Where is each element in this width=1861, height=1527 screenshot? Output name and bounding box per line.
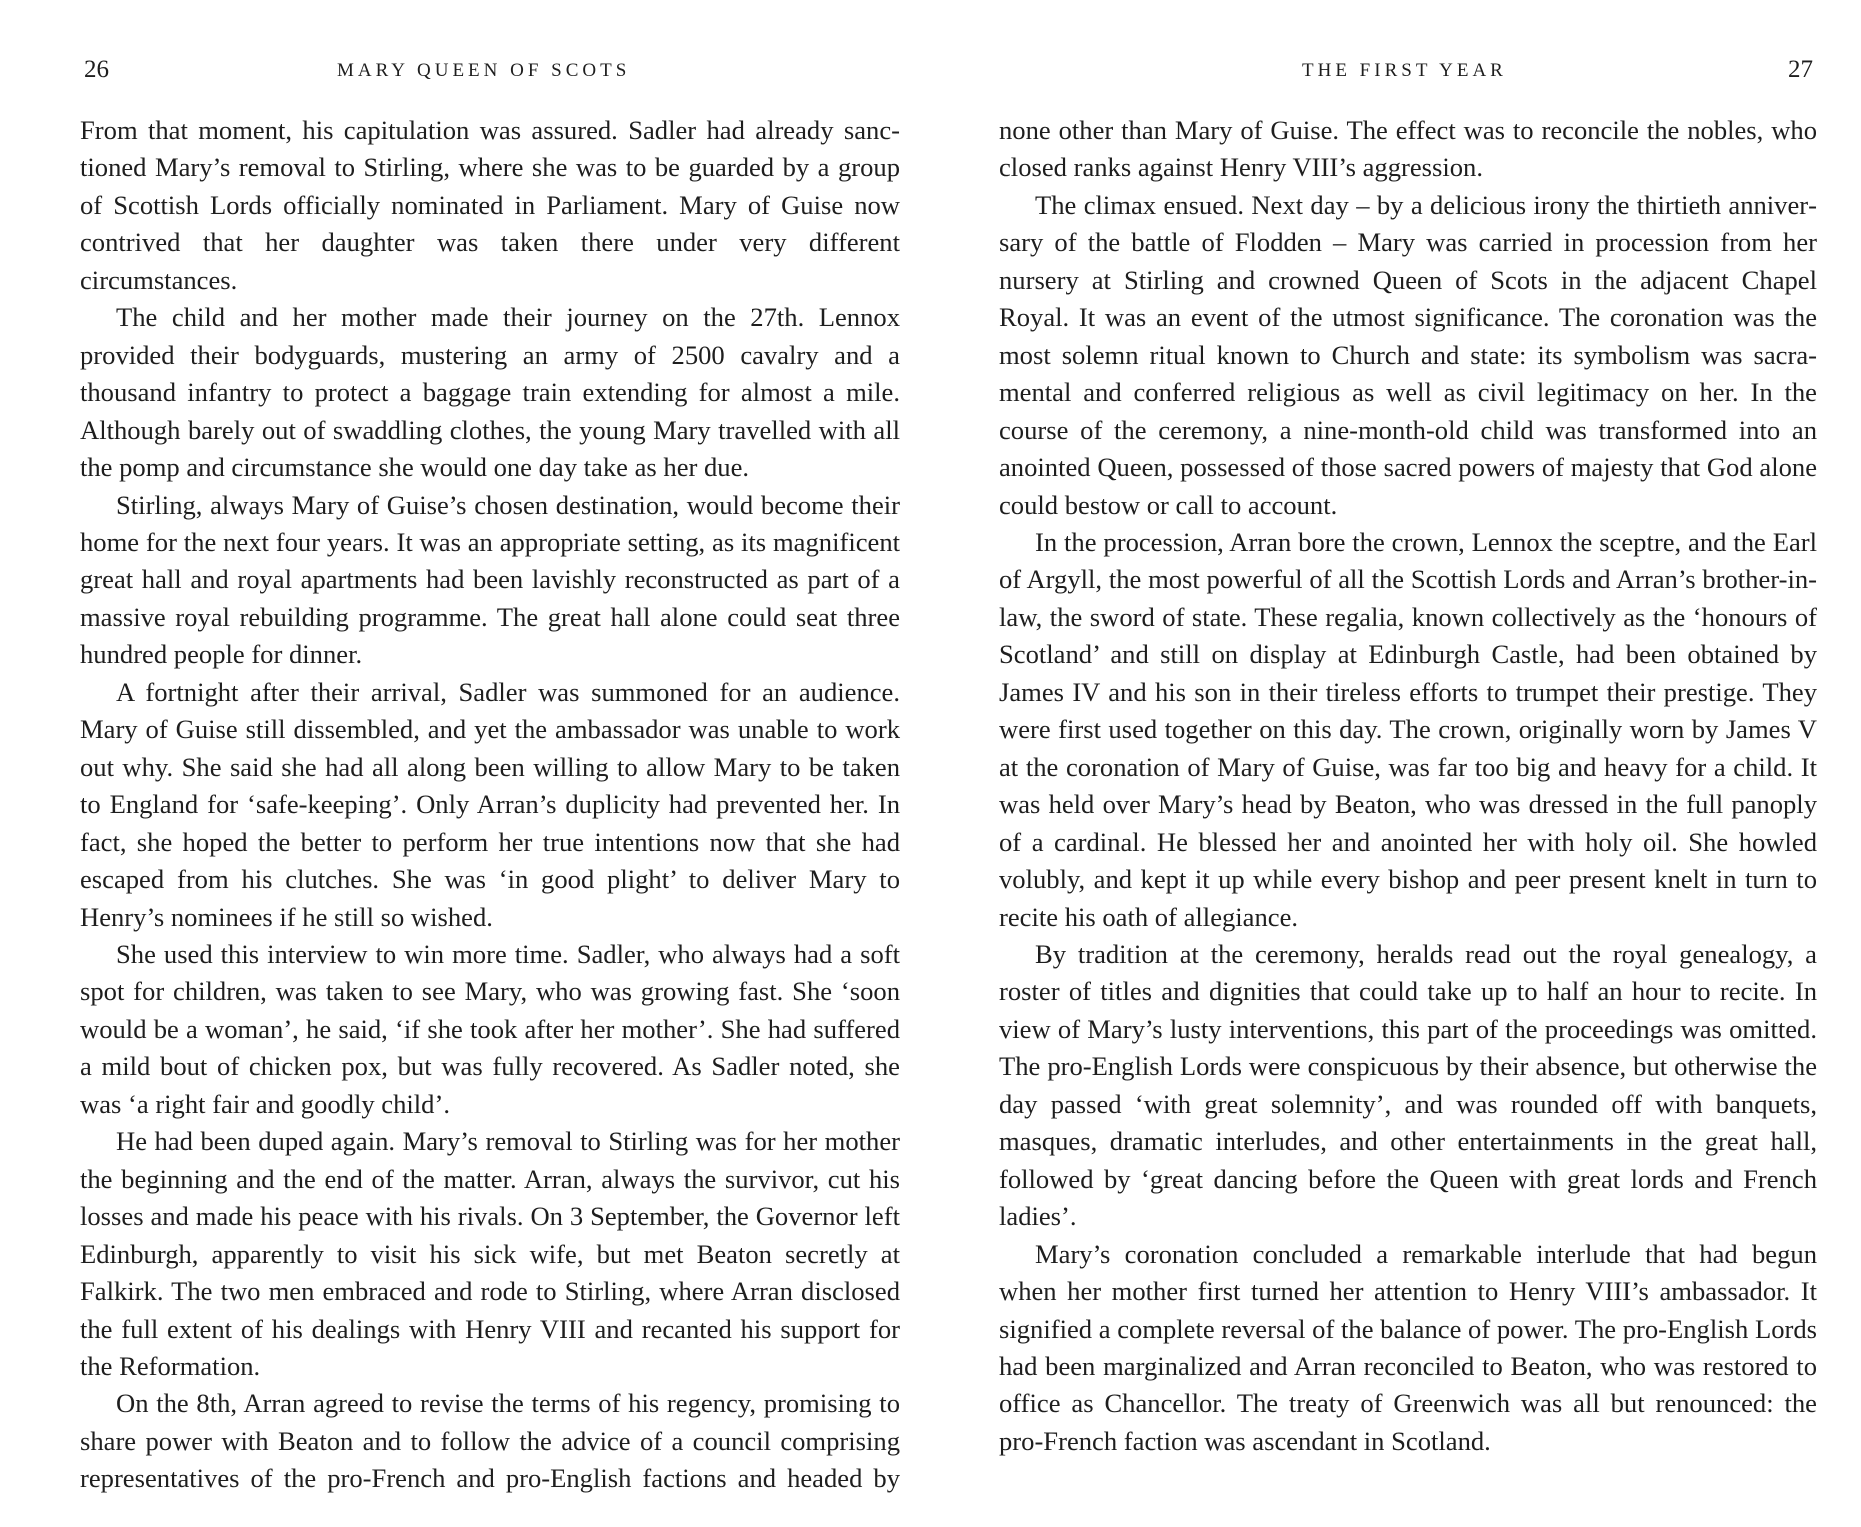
paragraph: Stirling, always Mary of Guise’s chosen destination, would become their home for the next four years. It was an appropriate setting, as its magnificent great hall and royal apartments had been lavishly reconstructed as part of a massive royal rebuilding programme. The great hall alone could seat three hundred people for dinner.: [80, 489, 900, 670]
paragraph: Mary’s coronation concluded a remarkable interlude that had begun when her mother first turned her attention to Henry VIII’s ambassador. It signified a complete reversal of the balance of power. The pro-English Lords had been marginalized and Arran reconciled to Beaton, who was restored to office as Chancellor. The treaty of Greenwich was all but renounced: the pro-French faction was ascendant in Scotland.: [999, 1238, 1817, 1456]
paragraph: On the 8th, Arran agreed to revise the terms of his regency, promising to share power with Beaton and to follow the advice of a council comprising representatives of the pro-French and pro-English factions and headed by: [80, 1388, 900, 1494]
page-number: 27: [1788, 56, 1813, 83]
paragraph: By tradition at the ceremony, heralds read out the royal genealogy, a roster of titles and dignities that could take up to half an hour to recite. In view of Mary’s lusty interventions, this part of the proceedings was omitted. The pro-English Lords were conspicuous by their absence, but otherwise the day passed ‘with great solemnity’, and was rounded off with banquets, masques, dramatic interludes, and other entertainments in the great hall, followed by ‘great dancing before the Queen with great lords and French ladies’.: [999, 938, 1817, 1232]
running-head: THE FIRST YEAR: [1302, 60, 1507, 81]
left-page: [0, 0, 930, 1527]
running-head: MARY QUEEN OF SCOTS: [337, 60, 631, 81]
right-page: [930, 0, 1861, 1527]
body-text: [999, 112, 1817, 1460]
page-number: 26: [84, 56, 109, 83]
paragraph: none other than Mary of Guise. The effect was to reconcile the nobles, who closed ranks against Henry VIII’s aggression.: [999, 115, 1817, 183]
paragraph: He had been duped again. Mary’s removal to Stirling was for her mother the beginning and the end of the matter. Arran, always the survivor, cut his losses and made his peace with his rivals. On 3 September, the Governor left Edinburgh, apparently to visit his sick wife, but met Beaton secretly at Falkirk. The two men embraced and rode to Stirling, where Arran disclosed the full extent of his dealings with Henry VIII and recanted his support for the Reformation.: [80, 1126, 900, 1381]
paragraph: The child and her mother made their journey on the 27th. Lennox provided their bodyguards, mustering an army of 2500 cavalry and a thousand infantry to protect a baggage train extending for almost a mile. Although barely out of swaddling clothes, the young Mary travelled with all the pomp and circumstance she would one day take as her due.: [80, 302, 900, 483]
paragraph: A fortnight after their arrival, Sadler was summoned for an audience. Mary of Guise still dissembled, and yet the ambassador was unable to work out why. She said she had all along been willing to allow Mary to be taken to England for ‘safe-keeping’. Only Arran’s duplicity had prevented her. In fact, she hoped the better to perform her true intentions now that she had escaped from his clutches. She was ‘in good plight’ to deliver Mary to Henry’s nominees if he still so wished.: [80, 676, 900, 932]
paragraph: From that moment, his capitulation was assured. Sadler had already sanctioned Mary’s removal to Stirling, where she was to be guarded by a group of Scottish Lords officially nominated in Parliament. Mary of Guise now contrived that her daughter was taken there under very different circumstances.: [80, 115, 900, 295]
paragraph: In the procession, Arran bore the crown, Lennox the sceptre, and the Earl of Argyll, the most powerful of all the Scottish Lords and Arran’s brother-in-law, the sword of state. These regalia, known collectively as the ‘honours of Scotland’ and still on display at Edinburgh Castle, had been obtained by James IV and his son in their tireless efforts to trumpet their prestige. They were first used together on this day. The crown, originally worn by James V at the coronation of Mary of Guise, was far too big and heavy for a child. It was held over Mary’s head by Beaton, who was dressed in the full panoply of a cardinal. He blessed her and anointed her with holy oil. She howled volubly, and kept it up while every bishop and peer present knelt in turn to recite his oath of allegiance.: [999, 526, 1817, 932]
paragraph: She used this interview to win more time. Sadler, who always had a soft spot for children, was taken to see Mary, who was growing fast. She ‘soon would be a woman’, he said, ‘if she took after her mother’. She had suffered a mild bout of chicken pox, but was fully recovered. As Sadler noted, she was ‘a right fair and goodly child’.: [80, 938, 900, 1119]
body-text: [80, 112, 900, 1498]
paragraph: The climax ensued. Next day – by a delicious irony the thirtieth anniversary of the battle of Flodden – Mary was carried in procession from her nursery at Stirling and crowned Queen of Scots in the adjacent Chapel Royal. It was an event of the utmost significance. The coronation was the most solemn ritual known to Church and state: its symbolism was sacramental and conferred religious as well as civil legitimacy on her. In the course of the ceremony, a nine-month-old child was transformed into an anointed Queen, possessed of those sacred powers of majesty that God alone could bestow or call to account.: [999, 189, 1817, 520]
